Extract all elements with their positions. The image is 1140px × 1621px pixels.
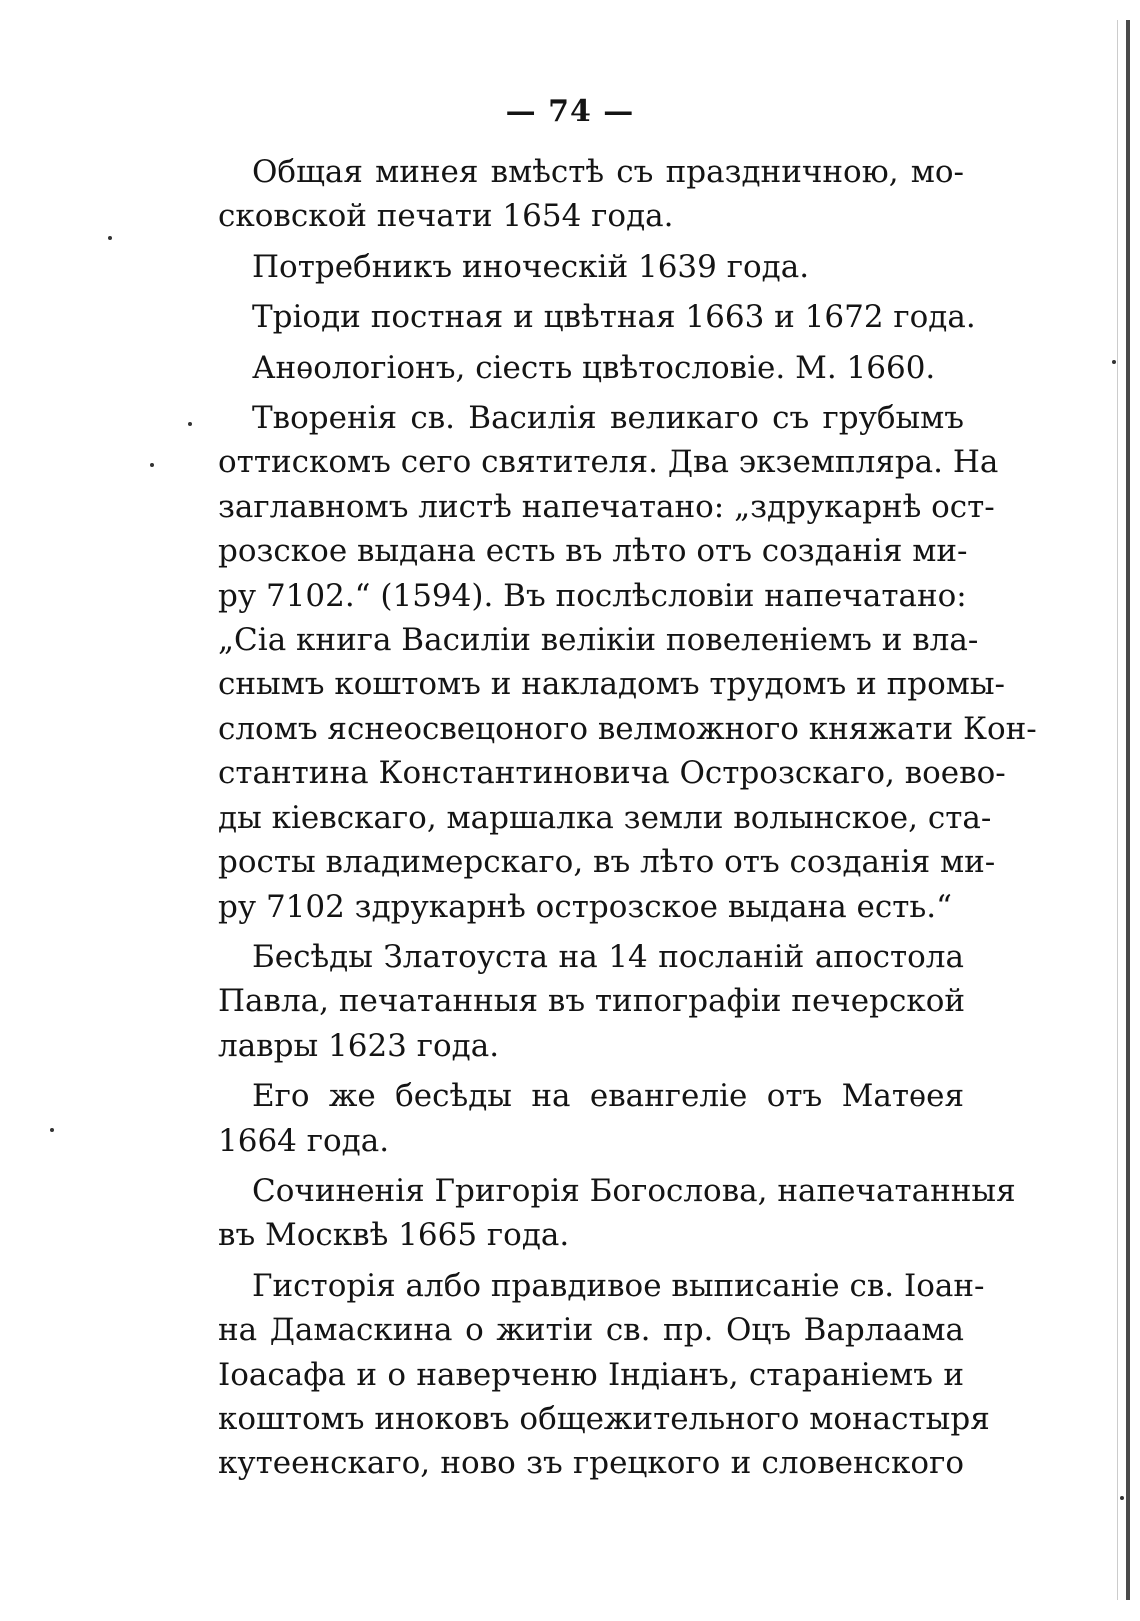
text-line: Сочиненія Григорія Богослова, напечатанныя bbox=[252, 1172, 1016, 1209]
scan-speck bbox=[150, 463, 154, 467]
text-line: снымъ коштомъ и накладомъ трудомъ и промы- bbox=[218, 666, 1006, 703]
text-line: въ Москвѣ 1665 года. bbox=[218, 1217, 570, 1254]
paragraph bbox=[218, 396, 1037, 929]
scan-speck bbox=[1120, 1496, 1124, 1500]
text-line: стантина Константиновича Острозскаго, воево- bbox=[218, 755, 1006, 792]
page-number: — 74 — bbox=[505, 94, 635, 129]
text-line: Потребникъ иноческій 1639 года. bbox=[252, 248, 810, 285]
text-line: на Дамаскина о житіи св. пр. Оцъ Варлаама bbox=[218, 1312, 964, 1349]
paragraph bbox=[218, 245, 964, 289]
paragraph bbox=[218, 295, 976, 339]
text-line: Іоасафа и о наверченю Індіанъ, стараніемъ и bbox=[218, 1356, 964, 1393]
paragraph bbox=[218, 935, 964, 1068]
text-line: оттискомъ сего святителя. Два экземпляра. На bbox=[218, 444, 999, 481]
text-line: заглавномъ листѣ напечатано: „здрукарнѣ ост- bbox=[218, 488, 995, 525]
text-line: ру 7102.“ (1594). Въ послѣсловіи напечатано: bbox=[218, 577, 967, 614]
scan-speck bbox=[1112, 360, 1116, 364]
page-edge-shadow bbox=[1126, 20, 1130, 1600]
scan-speck bbox=[108, 236, 112, 240]
text-line: сломъ яснеосвецоного велможного княжати Кон- bbox=[218, 710, 1037, 747]
paragraph bbox=[218, 1169, 1016, 1258]
text-line: сковской печати 1654 года. bbox=[218, 198, 674, 235]
page-edge-line bbox=[1117, 20, 1118, 1600]
text-line: ды кіевскаго, маршалка земли волынское, ста- bbox=[218, 799, 992, 836]
text-line: „Сіа книга Василіи велікіи повеленіемъ и вла- bbox=[218, 622, 979, 659]
text-line: Тріоди постная и цвѣтная 1663 и 1672 года. bbox=[252, 299, 976, 336]
text-line: Бесѣды Златоуста на 14 посланій апостола bbox=[252, 938, 964, 975]
text-line: Творенія св. Василія великаго съ грубымъ bbox=[252, 400, 964, 437]
paragraph bbox=[218, 150, 964, 239]
paragraph bbox=[218, 1074, 964, 1163]
scan-speck bbox=[50, 1128, 54, 1132]
text-line: коштомъ иноковъ общежительного монастыря bbox=[218, 1400, 990, 1437]
text-line: росты владимерскаго, въ лѣто отъ созданія ми- bbox=[218, 844, 996, 881]
body-text bbox=[218, 150, 1037, 1486]
text-line: Общая минея вмѣстѣ съ праздничною, мо- bbox=[252, 154, 964, 190]
text-line: розское выдана есть въ лѣто отъ созданія ми- bbox=[218, 533, 968, 570]
text-line: лавры 1623 года. bbox=[218, 1027, 500, 1064]
paragraph bbox=[218, 346, 964, 390]
paragraph bbox=[218, 1264, 990, 1486]
text-line: Его же бесѣды на евангеліе отъ Матѳея bbox=[252, 1078, 964, 1115]
text-line: Анѳологіонъ, сіесть цвѣтословіе. М. 1660. bbox=[252, 349, 936, 386]
text-line: кутеенскаго, ново зъ грецкого и словенского bbox=[218, 1445, 964, 1482]
scan-speck bbox=[188, 422, 192, 426]
text-line: Павла, печатанныя въ типографіи печерской bbox=[218, 983, 966, 1020]
text-line: Гисторія албо правдивое выписаніе св. Іоан- bbox=[252, 1267, 985, 1304]
text-line: 1664 года. bbox=[218, 1122, 390, 1159]
text-line: ру 7102 здрукарнѣ острозское выдана есть.“ bbox=[218, 888, 952, 925]
